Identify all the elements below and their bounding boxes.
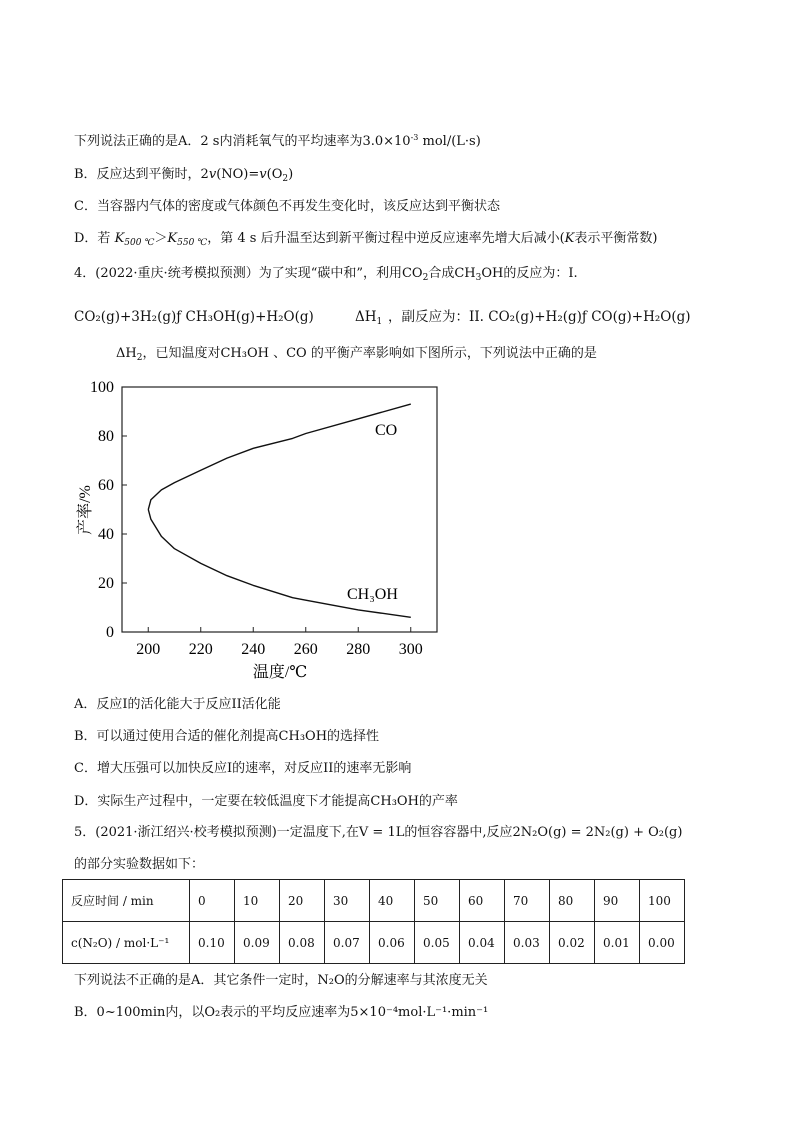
conc-cell: 0.08 [280, 922, 325, 964]
x-tick-label: 260 [293, 641, 318, 658]
time-cell: 70 [505, 880, 550, 922]
time-cell: 10 [235, 880, 280, 922]
y-tick-label: 40 [98, 526, 114, 543]
series-label-co: CO [375, 422, 398, 439]
y-tick-label: 100 [90, 379, 114, 396]
conc-cell: 0.01 [595, 922, 640, 964]
q5-stem-2: 的部分实验数据如下： [74, 857, 205, 872]
series-label-ch3oh: CH₃OH [347, 586, 398, 603]
time-cell: 100 [640, 880, 685, 922]
time-cell: 80 [550, 880, 595, 922]
q4-side-reaction: ，副反应为：II. CO₂(g)+H₂(g)ƒ CO(g)+H₂O(g) [388, 309, 691, 325]
x-tick-label: 220 [188, 641, 213, 658]
table-row-time [63, 880, 685, 922]
series-line-co [148, 404, 411, 509]
q4-chart-intro: $\Delta H_2$，已知温度对CH₃OH 、CO 的平衡产率影响如下图所示，下列说法中正确的是 [116, 346, 597, 363]
yield-chart [70, 372, 450, 687]
conc-cell: 0.04 [460, 922, 505, 964]
x-axis-label: 温度/℃ [252, 664, 308, 681]
conc-cell: 0.03 [505, 922, 550, 964]
time-cell: 20 [280, 880, 325, 922]
conc-cell: 0.02 [550, 922, 595, 964]
q5-option-a: 下列说法不正确的是A．其它条件一定时，N₂O的分解速率与其浓度无关 [74, 973, 488, 988]
time-cell: 30 [325, 880, 370, 922]
q4-option-b: B．可以通过使用合适的催化剂提高CH₃OH的选择性 [74, 729, 380, 744]
row-header-time: 反应时间 / min [63, 880, 190, 922]
time-cell: 0 [190, 880, 235, 922]
time-cell: 50 [415, 880, 460, 922]
q4-option-a: A．反应I的活化能大于反应II活化能 [74, 697, 281, 712]
q4-stem: 4．(2022·重庆·统考模拟预测）为了实现“碳中和”，利用$CO_2$合成$CH_3OH$的反应为：I. [74, 266, 578, 283]
time-cell: 60 [460, 880, 505, 922]
conc-cell: 0.07 [325, 922, 370, 964]
y-tick-label: 0 [106, 624, 114, 641]
y-axis-label: 产率/% [77, 485, 94, 535]
q3-option-d: D．若 $K_{500 ℃}>K_{550 ℃}$，第 4 s 后升温至达到新平衡过程中逆反应速率先增大后减小(K表示平衡常数) [74, 231, 658, 248]
table-row-concentration [63, 922, 685, 964]
q4-option-c: C．增大压强可以加快反应I的速率，对反应II的速率无影响 [74, 761, 412, 776]
q4-option-d: D．实际生产过程中，一定要在较低温度下才能提高CH₃OH的产率 [74, 794, 458, 809]
conc-cell: 0.10 [190, 922, 235, 964]
q5-stem: 5．(2021·浙江绍兴·校考模拟预测)一定温度下,在V = 1L的恒容容器中,反应2N₂O(g) = 2N₂(g) + O₂(g) [74, 825, 683, 840]
y-tick-label: 60 [98, 477, 114, 494]
time-cell: 40 [370, 880, 415, 922]
x-tick-label: 300 [398, 641, 423, 658]
q4-main-reaction: CO₂(g)+3H₂(g)ƒ CH₃OH(g)+H₂O(g) [74, 309, 314, 325]
q4-dh1: $\Delta H_1$ [355, 309, 383, 327]
q5-option-b: B．0~100min内，以O₂表示的平均反应速率为5×10⁻⁴mol·L⁻¹·min⁻¹ [74, 1005, 489, 1020]
conc-cell: 0.00 [640, 922, 685, 964]
conc-cell: 0.09 [235, 922, 280, 964]
time-cell: 90 [595, 880, 640, 922]
conc-cell: 0.06 [370, 922, 415, 964]
q3-option-b: B．反应达到平衡时，$2v(NO)=v(O_2)$ [74, 167, 294, 184]
y-tick-label: 80 [98, 428, 114, 445]
x-tick-label: 200 [136, 641, 161, 658]
y-tick-label: 20 [98, 575, 114, 592]
conc-cell: 0.05 [415, 922, 460, 964]
q3-stem: 下列说法正确的是A．2 s内消耗氧气的平均速率为$3.0\times 10^{-3}$ mol/(L·s) [74, 133, 481, 149]
row-header-concentration: c(N₂O) / mol·L⁻¹ [63, 922, 190, 964]
data-table [62, 879, 685, 964]
x-tick-label: 280 [346, 641, 371, 658]
x-tick-label: 240 [241, 641, 266, 658]
q3-option-c: C．当容器内气体的密度或气体颜色不再发生变化时，该反应达到平衡状态 [74, 199, 500, 214]
